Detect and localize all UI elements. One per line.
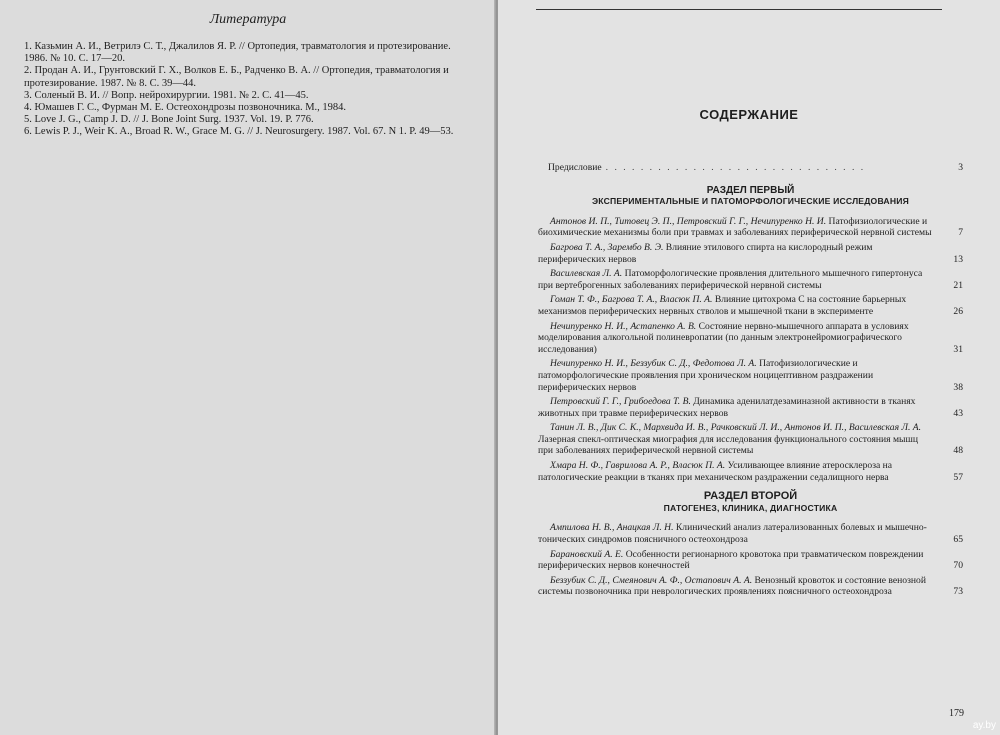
- toc-page-number: 13: [953, 253, 963, 265]
- reference-item: 1. Казьмин А. И., Ветрилэ С. Т., Джалилов Я. Р. // Ортопедия, травматология и протезирование. 1986. № 10. С. 17—20.: [24, 41, 451, 65]
- toc-entry-title: Предисловие: [548, 162, 602, 173]
- reference-item: 5. Love J. G., Camp J. D. // J. Bone Joint Surg. 1937. Vol. 19. P. 776.: [24, 114, 314, 126]
- toc-page-number: 43: [953, 407, 963, 419]
- toc-page-number: 7: [958, 227, 963, 239]
- toc-authors: Гоман Т. Ф., Багрова Т. А., Власюк П. А.: [550, 294, 713, 306]
- toc-authors: Нечипуренко Н. И., Астапенко А. В.: [550, 320, 697, 332]
- toc-authors: Петровский Г. Г., Грибоедова Т. В.: [550, 396, 691, 408]
- section-subtitle: ПАТОГЕНЕЗ, КЛИНИКА, ДИАГНОСТИКА: [663, 502, 838, 513]
- toc-authors: Беззубик С. Д., Смеянович А. Ф., Остапович А. А.: [550, 574, 753, 586]
- toc-entry: [538, 358, 963, 393]
- toc-entry-title: Клинический анализ латерализованных болевых и мышечно-тонических синдромов поясничного остеохондроза: [538, 522, 927, 546]
- toc-page-number: 31: [953, 343, 963, 355]
- toc-authors: Хмара Н. Ф., Гаврилова А. Р., Власюк П. А.: [550, 460, 726, 472]
- table-of-contents: [538, 162, 963, 601]
- section-two-heading: [538, 491, 963, 514]
- toc-entry: [538, 522, 963, 545]
- toc-page-number: 38: [953, 381, 963, 393]
- section-name: РАЗДЕЛ ПЕРВЫЙ: [706, 184, 795, 196]
- watermark: ay.by: [972, 720, 996, 731]
- toc-entry: [538, 575, 963, 598]
- toc-page-number: 48: [953, 445, 963, 457]
- toc-authors: Антонов И. П., Титовец Э. П., Петровский Г. Г., Нечипуренко Н. И.: [550, 215, 827, 227]
- toc-entry-title: Влияние цитохрома С на состояние барьерных механизмов периферических нервных стволов и мышечной ткани в эксперименте: [538, 294, 907, 317]
- toc-authors: Василевская Л. А.: [550, 268, 623, 280]
- toc-entry-title: Патофизиологические и биохимические механизмы боли при травмах и заболеваниях периферической нервной системы: [538, 215, 932, 239]
- toc-page-number: 26: [953, 305, 963, 317]
- references-list: [24, 41, 464, 139]
- toc-authors: Ампилова Н. В., Анацкая Л. Н.: [550, 522, 674, 534]
- toc-authors: Барановский А. Е.: [550, 548, 624, 560]
- right-page: [498, 0, 1000, 735]
- toc-page-number: 3: [958, 162, 963, 173]
- page-number: 179: [949, 708, 964, 719]
- section-subtitle: ЭКСПЕРИМЕНТАЛЬНЫЕ И ПАТОМОРФОЛОГИЧЕСКИЕ ИССЛЕДОВАНИЯ: [591, 196, 909, 207]
- toc-entry-preface: Предисловие . . . . . . . . . . . . . . . . . . . . . . . . . . . . . . 3: [548, 162, 963, 173]
- toc-entry: [538, 242, 963, 265]
- toc-entry-title: Усиливающее влияние атеросклероза на патологические реакции в тканях при механическом раздражении седалищного нерва: [538, 460, 893, 483]
- toc-entry: [538, 268, 963, 291]
- toc-page-number: 57: [953, 471, 963, 483]
- toc-authors: Нечипуренко Н. И., Беззубик С. Д., Федотова Л. А.: [550, 358, 757, 370]
- toc-entry-title: Динамика аденилатдезаминазной активности в тканях животных при травме периферических нервов: [538, 396, 916, 419]
- toc-entry-title: Особенности регионарного кровотока при травматическом повреждении периферических нервов конечностей: [538, 548, 924, 572]
- contents-title: СОДЕРЖАНИЕ: [699, 107, 799, 122]
- toc-page-number: 70: [953, 560, 963, 572]
- toc-authors: Танин Л. В., Дик С. К., Мархвида И. В., Рачковский Л. И., Антонов И. П., Василевская Л. А.: [550, 422, 922, 434]
- toc-entry-title: Венозный кровоток и состояние венозной системы позвоночника при неврологических проявлениях поясничного остеохондроза: [538, 574, 926, 598]
- toc-entry-title: Лазерная спекл-оптическая миография для исследования функционального состояния мышц при заболеваниях периферической нервной системы: [538, 433, 919, 457]
- left-page: [0, 0, 496, 735]
- references-title: Литература: [209, 12, 287, 27]
- toc-authors: Багрова Т. А., Зарембо В. Э.: [550, 241, 664, 253]
- toc-page-number: 73: [953, 586, 963, 598]
- section-one-heading: [538, 185, 963, 208]
- toc-entry: [538, 460, 963, 483]
- toc-entry-title: Патофизиологические и патоморфологические проявления при хроническом ноцицептивном раздражении периферических нервов: [538, 358, 874, 393]
- toc-entry: [538, 321, 963, 356]
- toc-entry-title: Патоморфологические проявления длительного мышечного гипертонуса при вертеброгенных заболеваниях периферической нервной системы: [538, 268, 923, 291]
- toc-entry-title: Состояние нервно-мышечного аппарата в условиях моделирования алкогольной полиневропатии (по данным электронейромиографического исследования): [538, 320, 909, 355]
- reference-item: 2. Продан А. И., Грунтовский Г. Х., Волков Е. Б., Радченко В. А. // Ортопедия, травматология и протезирование. 1987. № 8. С. 39—44.: [24, 65, 449, 89]
- section-name: РАЗДЕЛ ВТОРОЙ: [703, 490, 798, 503]
- toc-entry: [538, 549, 963, 572]
- toc-entry: [538, 294, 963, 317]
- toc-page-number: 21: [953, 279, 963, 291]
- toc-entry: [538, 396, 963, 419]
- toc-entry-title: Влияние этилового спирта на кислородный режим периферических нервов: [538, 241, 873, 265]
- reference-item: 3. Соленый В. И. // Вопр. нейрохирургии. 1981. № 2. С. 41—45.: [24, 89, 309, 101]
- reference-item: 6. Lewis P. J., Weir K. A., Broad R. W., Grace M. G. // J. Neurosurgery. 1987. Vol. 67. N 1. P. 49—53.: [24, 126, 454, 138]
- header-rule: [536, 9, 942, 10]
- reference-item: 4. Юмашев Г. С., Фурман М. Е. Остеохондрозы позвоночника. М., 1984.: [24, 102, 347, 114]
- toc-entry: [538, 216, 963, 239]
- toc-entry: [538, 422, 963, 457]
- toc-page-number: 65: [953, 534, 963, 546]
